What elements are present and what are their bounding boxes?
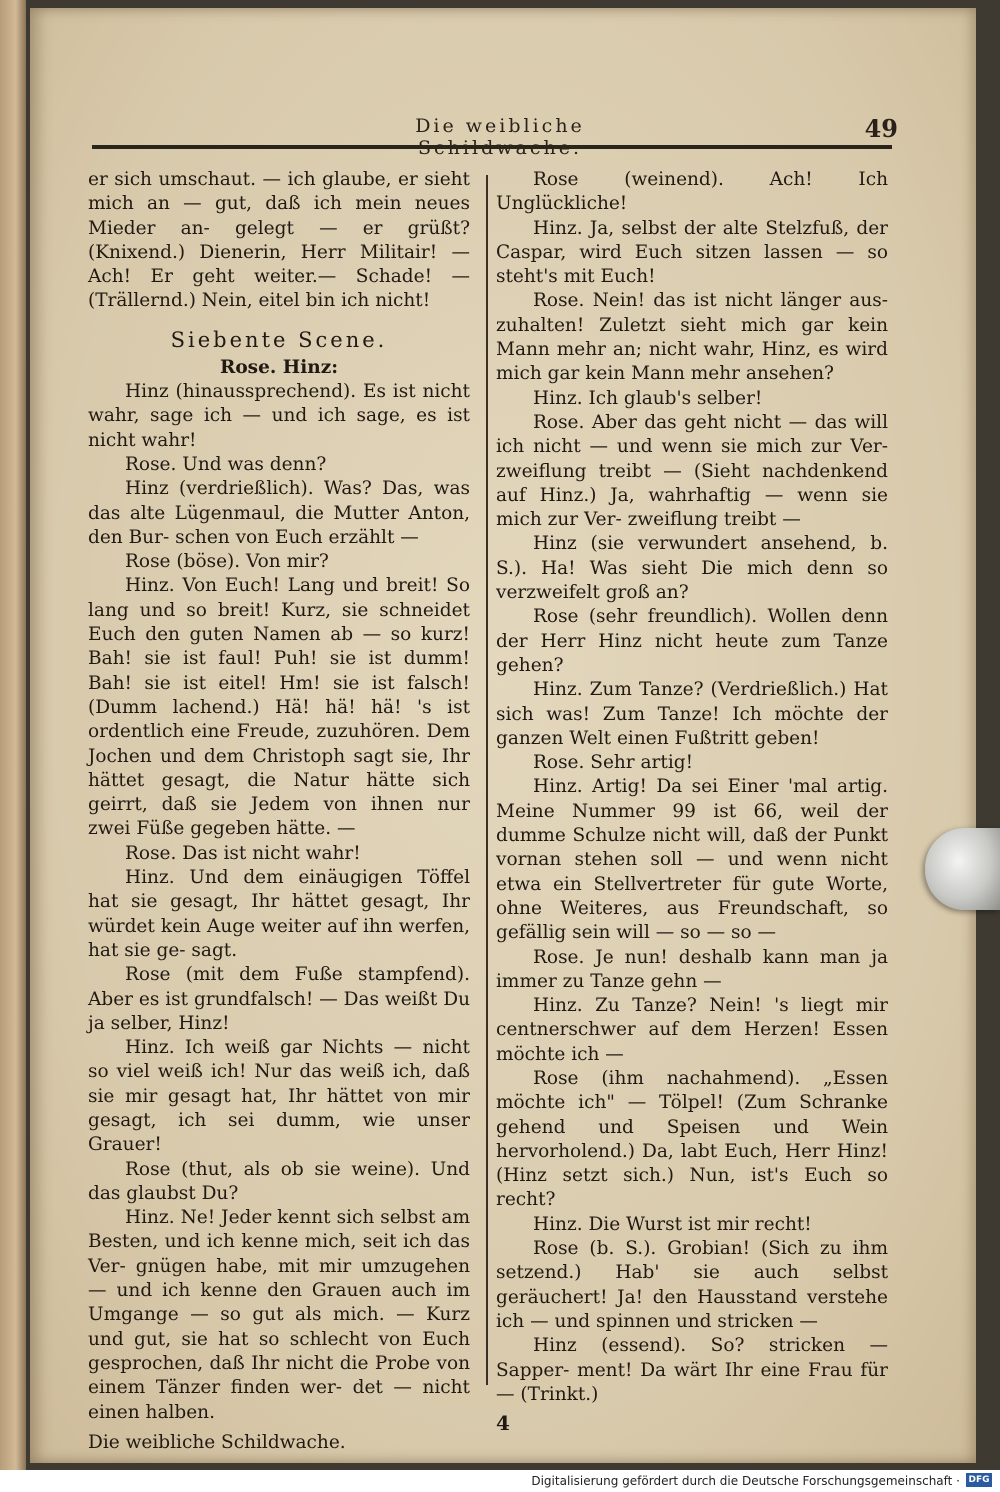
dialogue-line: Hinz. Artig! Da sei Einer 'mal artig. Meine Nummer 99 ist 66, weil der dumme Schulze nicht will, daß der Punkt vornan stehen soll — und wenn nicht etwa ein Stellvertreter für gute Worte, ohne Weiteres, aus Freundschaft, so gefällig sein will — so — so — (496, 776, 888, 944)
signature-mark: 4 (496, 1411, 510, 1436)
dialogue-line: Rose. Je nun! deshalb kann man ja immer zu Tanze gehn — (496, 946, 888, 992)
page-number: 49 (864, 114, 898, 143)
dialogue-line: Rose. Und was denn? (125, 453, 327, 475)
dialogue-line: Rose (böse). Von mir? (125, 551, 329, 573)
dialogue-line: Hinz (essend). So? stricken — Sapper- ment! Da wärt Ihr eine Frau für — (Trinkt.) (496, 1335, 888, 1405)
previous-page-edge (0, 0, 26, 1470)
dfg-credit-text: Digitalisierung gefördert durch die Deutsche Forschungsgemeinschaft · (531, 1474, 960, 1488)
dialogue-line: Hinz. Ich weiß gar Nichts — nicht so viel weiß ich! Nur das weiß ich, daß sie mir gesagt hat, Ihr hättet von mir gesagt, ich sei dumm, wie unser Grauer! (88, 1037, 470, 1156)
right-column (496, 168, 888, 1435)
dialogue-line: Hinz. Und dem einäugigen Töffel hat sie gesagt, Ihr hättet gesagt, Ihr würdet kein Auge weiter auf ihn werfen, hat sie ge- sagt. (88, 867, 470, 961)
paragraph: er sich umschaut. — ich glaube, er sieht mich an — gut, daß ich mein neues Mieder an- gelegt — er grüßt? (Knixend.) Dienerin, Herr Militair! — Ach! Er geht weiter.— Schade! — (Trällernd.) Nein, eitel bin ich nicht! (88, 169, 470, 312)
dialogue-line: Rose (sehr freundlich). Wollen denn der Herr Hinz nicht heute zum Tanze gehen? (496, 606, 888, 676)
dialogue-line: Hinz (hinaussprechend). Es ist nicht wahr, sage ich — und ich sage, es ist nicht wahr! (88, 381, 470, 451)
scene-characters: Rose. Hinz: (219, 356, 339, 378)
page-clip (925, 828, 1000, 910)
dialogue-line: Hinz. Ja, selbst der alte Stelzfuß, der Caspar, wird Euch sitzen lassen — so steht's mit Euch! (496, 217, 888, 288)
dialogue-line: Rose. Aber das geht nicht — das will ich nicht — und wenn sie mich zur Ver- zweiflung treibt — (Sieht nachdenkend auf Hinz.) Ja, wahrhaftig — wenn sie mich zur Ver- zweiflung treibt — (496, 411, 888, 531)
dialogue-line: Hinz. Ich glaub's selber! (533, 387, 763, 409)
dialogue-line: Hinz (sie verwundert ansehend, b. S.). Ha! Was sieht Die mich denn so verzweifelt groß an? (496, 533, 888, 604)
dialogue-line: Rose. Nein! das ist nicht länger aus- zuhalten! Zuletzt sieht mich gar kein Mann mehr an; nicht wahr, Hinz, es wird mich gar kein Mann mehr ansehen? (496, 290, 888, 385)
dialogue-line: Hinz. Die Wurst ist mir recht! (533, 1213, 812, 1235)
dialogue-line: Rose (b. S.). Grobian! (Sich zu ihm setzend.) Hab' sie auch selbst geräuchert! Ja! den Hausstand verstehe ich — und spinnen und stricken — (496, 1238, 888, 1332)
dfg-logo-icon: DFG (966, 1473, 992, 1487)
left-column (88, 168, 470, 1455)
dialogue-line: Hinz. Zum Tanze? (Verdrießlich.) Hat sich was! Zum Tanze! Ich möchte der ganzen Welt einen Fußtritt geben! (496, 679, 888, 749)
column-divider (486, 175, 488, 1385)
dialogue-line: Rose (weinend). Ach! Ich Unglückliche! (496, 169, 888, 215)
dialogue-line: Rose (thut, als ob sie weine). Und das glaubst Du? (88, 1158, 470, 1204)
scene-heading: Siebente Scene. (170, 327, 388, 352)
dialogue-line: Hinz. Zu Tanze? Nein! 's liegt mir centnerschwer auf dem Herzen! Essen möchte ich — (496, 995, 888, 1065)
dialogue-line: Rose (ihm nachahmend). „Essen möchte ich" — Tölpel! (Zum Schranke gehend und Speisen und Wein hervorholend.) Da, labt Euch, Herr Hinz! (Hinz setzt sich.) Nun, ist's Euch so recht? (496, 1067, 888, 1211)
dialogue-line: Rose. Sehr artig! (533, 752, 694, 774)
dialogue-line: Rose. Das ist nicht wahr! (125, 842, 361, 864)
running-header: Die weibliche (415, 115, 585, 137)
dialogue-line: Hinz. Ne! Jeder kennt sich selbst am Besten, und ich kenne mich, seit ich das Ver- gnügen habe, mit mir umzugehen — und ich kenne den Grauen auch im Umgange — so gut als mich. — Kurz und gut, sie hat so schlecht von Euch gesprochen, daß Ihr nicht die Probe von einem Tänzer finden wer- det — nicht einen halben. (88, 1207, 470, 1423)
dialogue-line: Rose (mit dem Fuße stampfend). Aber es ist grundfalsch! — Das weißt Du ja selber, Hinz! (88, 964, 470, 1034)
footer-title: Die weibliche Schildwache. (88, 1431, 346, 1453)
dfg-credit-bar (0, 1470, 1000, 1492)
dialogue-line: Hinz. Von Euch! Lang und breit! So lang und so breit! Kurz, sie schneidet Euch den guten Namen ab — so kurz! Bah! sie ist faul! Puh! sie ist dumm! Bah! sie ist eitel! Hm! sie ist falsch! (Dumm lachend.) Hä! hä! hä! 's ist ordentlich eine Freude, zuzuhören. Dem Jochen und dem Christoph sagt sie, Ihr hättet gesagt, die Natur hätte sich geirrt, daß sie Jedem von ihnen nur zwei Füße gegeben hätte. — (88, 575, 470, 840)
dialogue-line: Hinz (verdrießlich). Was? Das, was das alte Lügenmaul, die Mutter Anton, den Bur- schen von Euch erzählt — (88, 478, 470, 548)
header-rule (92, 145, 892, 149)
